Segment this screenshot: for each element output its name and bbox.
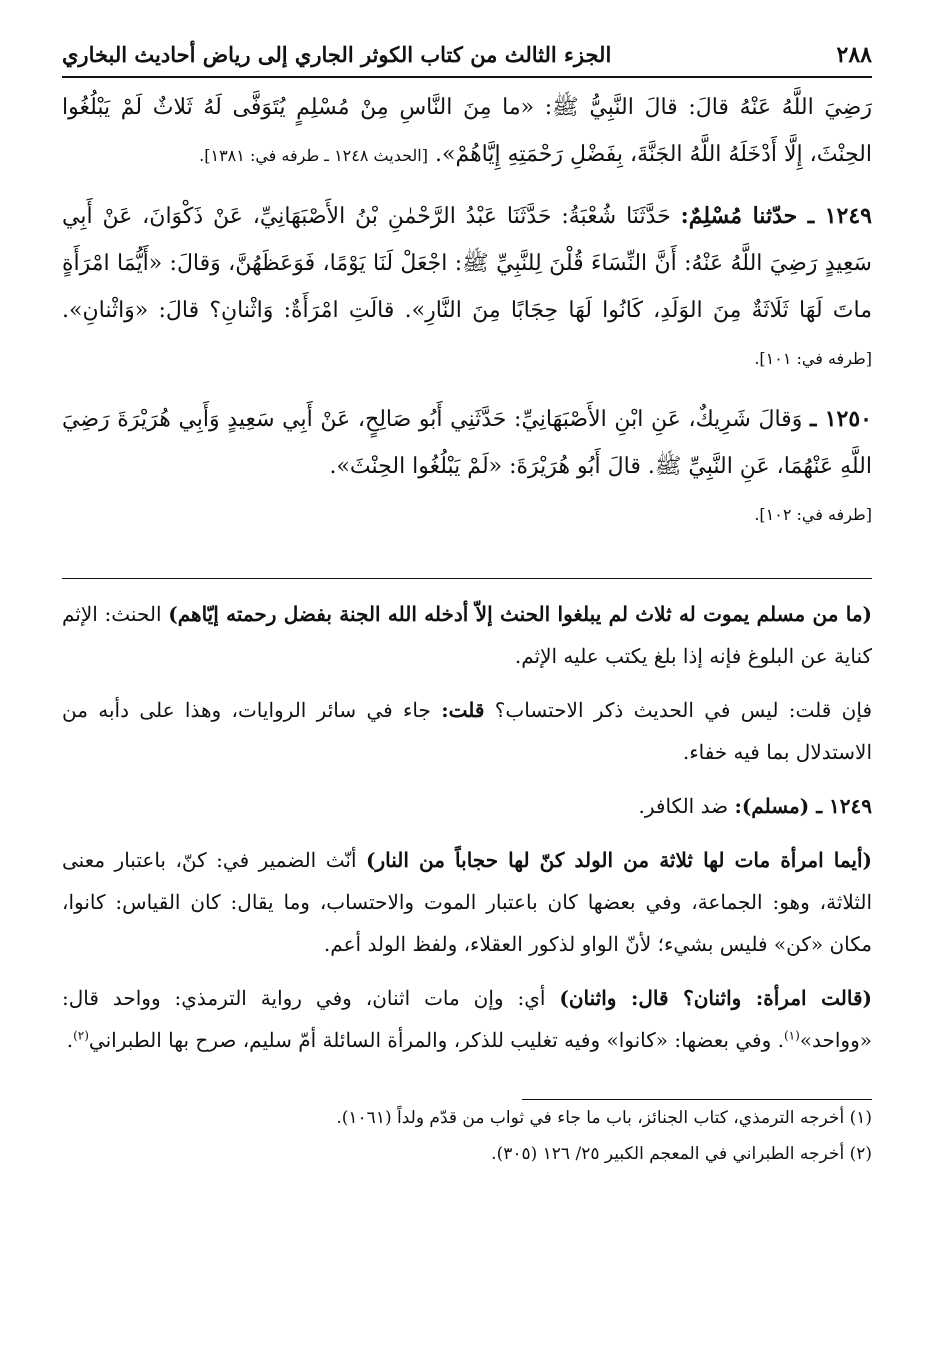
footnote-text: أخرجه الترمذي، كتاب الجنائز، باب ما جاء في ثواب من قدّم ولداً (١٠٦١). bbox=[336, 1108, 845, 1128]
commentary-text: ضد الكافر. bbox=[638, 794, 729, 818]
commentary-heading: (أيما امرأة مات لها ثلاثة من الولد كنّ لها حجاباً من النار) bbox=[366, 848, 872, 872]
hadith-number: ١٢٤٩ ـ حدّثنا مُسْلِمٌ: bbox=[680, 203, 872, 229]
running-header bbox=[62, 40, 872, 78]
commentary-paragraph bbox=[62, 689, 872, 773]
commentary-label: قلت: bbox=[441, 698, 485, 722]
footnote-marker: (٢) bbox=[849, 1144, 872, 1164]
hadith-reference: [الحديث ١٢٤٨ ـ طرفه في: ١٣٨١]. bbox=[199, 146, 428, 165]
hadith-reference: [طرفه في: ١٠١]. bbox=[754, 349, 872, 368]
hadith-number: ١٢٥٠ ـ bbox=[809, 406, 872, 432]
hadith-text: وَقالَ شَرِيكٌ، عَنِ ابْنِ الأَصْبَهَانِيِّ: حَدَّثَنِي أَبُو صَالِحٍ، عَنْ أَبِي سَعِيدٍ وَأَبِي هُرَيْرَةَ رَضِيَ اللَّهِ عَنْهُمَا، عَنِ النَّبِيِّ ﷺ. قالَ أَبُو هُرَيْرَةَ: «لَمْ يَبْلُغُوا الحِنْثَ». bbox=[62, 407, 872, 479]
hadith-text: حَدَّثَنَا شُعْبَةُ: حَدَّثَنَا عَبْدُ الرَّحْمٰنِ بْنُ الأَصْبَهَانِيِّ، عَنْ ذَكْوَانَ، عَنْ أَبِي سَعِيدٍ رَضِيَ اللَّهُ عَنْهُ: أَنَّ النِّسَاءَ قُلْنَ لِلنَّبِيِّ ﷺ: اجْعَلْ لَنَا يَوْمًا، فَوَعَظَهُنَّ، وَقالَ: «أَيُّمَا امْرَأَةٍ ماتَ لَهَا ثَلَاثَةٌ مِنَ الوَلَدِ، كَانُوا لَهَا حِجَابًا مِنَ النَّارِ». قالَتِ امْرَأَةٌ: وَاثْنانِ؟ قالَ: «وَاثْنانِ». bbox=[62, 204, 872, 323]
commentary-text: . وفي بعضها: «كانوا» وفيه تغليب للذكر، والمرأة السائلة أمّ سليم، صرح بها الطبراني bbox=[88, 1028, 784, 1052]
hadith-1248-continuation bbox=[62, 84, 872, 179]
footnote bbox=[62, 1136, 872, 1172]
page-number: ٢٨٨ bbox=[836, 42, 872, 68]
commentary-heading: ١٢٤٩ ـ (مسلم): bbox=[734, 794, 872, 818]
hadith-1250 bbox=[62, 396, 872, 538]
commentary-paragraph bbox=[62, 977, 872, 1061]
commentary-paragraph bbox=[62, 839, 872, 965]
commentary-heading: (قالت امرأة: واثنان؟ قال: واثنان) bbox=[559, 986, 873, 1010]
commentary-text: أنّث الضمير في: كنّ، باعتبار معنى الثلاثة، وهو: الجماعة، وفي بعضها كان باعتبار الموت والاحتساب، وما يقال: كان القياس: كانوا، مكان «كن» فليس بشيء؛ لأنّ الواو لذكور العقلاء، ولفظ الولد أعم. bbox=[62, 848, 872, 956]
footnote bbox=[62, 1100, 872, 1136]
commentary-text: الحنث: الإثم كناية عن البلوغ فإنه إذا بلغ يكتب عليه الإثم. bbox=[62, 602, 872, 668]
hadith-text: رَضِيَ اللَّهُ عَنْهُ قالَ: قالَ النَّبِيُّ ﷺ: «ما مِنَ النَّاسِ مِنْ مُسْلِمٍ يُتَوَفَّى لَهُ ثَلاثٌ لَمْ يَبْلُغُوا الحِنْثَ، إِلَّا أَدْخَلَهُ اللَّهُ الجَنَّةَ، بِفَضْلِ رَحْمَتِهِ إِيَّاهُمْ». bbox=[62, 95, 872, 167]
footnote-ref[interactable]: (١) bbox=[783, 1028, 800, 1043]
commentary-text: جاء في سائر الروايات، وهذا على دأبه من الاستدلال بما فيه خفاء. bbox=[62, 698, 872, 764]
commentary-heading: (ما من مسلم يموت له ثلاث لم يبلغوا الحنث إلاّ أدخله الله الجنة بفضل رحمته إيّاهم) bbox=[168, 602, 873, 626]
commentary-paragraph bbox=[62, 593, 872, 677]
commentary-separator bbox=[62, 578, 872, 579]
footnote-ref[interactable]: (٢) bbox=[73, 1028, 89, 1043]
commentary-paragraph bbox=[62, 785, 872, 827]
hadith-reference: [طرفه في: ١٠٢]. bbox=[754, 505, 872, 524]
commentary-text: . bbox=[66, 1028, 74, 1052]
footnote-marker: (١) bbox=[849, 1108, 872, 1128]
hadith-1249 bbox=[62, 193, 872, 382]
commentary-text: أي: وإن مات اثنان، وفي رواية الترمذي: وواحد قال: «وواحد» bbox=[62, 986, 872, 1052]
footnote-text: أخرجه الطبراني في المعجم الكبير ٢٥/ ١٢٦ (٣٠٥). bbox=[491, 1144, 845, 1164]
running-title: الجزء الثالث من كتاب الكوثر الجاري إلى رياض أحاديث البخاري bbox=[62, 42, 612, 67]
commentary-text: فإن قلت: ليس في الحديث ذكر الاحتساب؟ bbox=[494, 698, 873, 722]
